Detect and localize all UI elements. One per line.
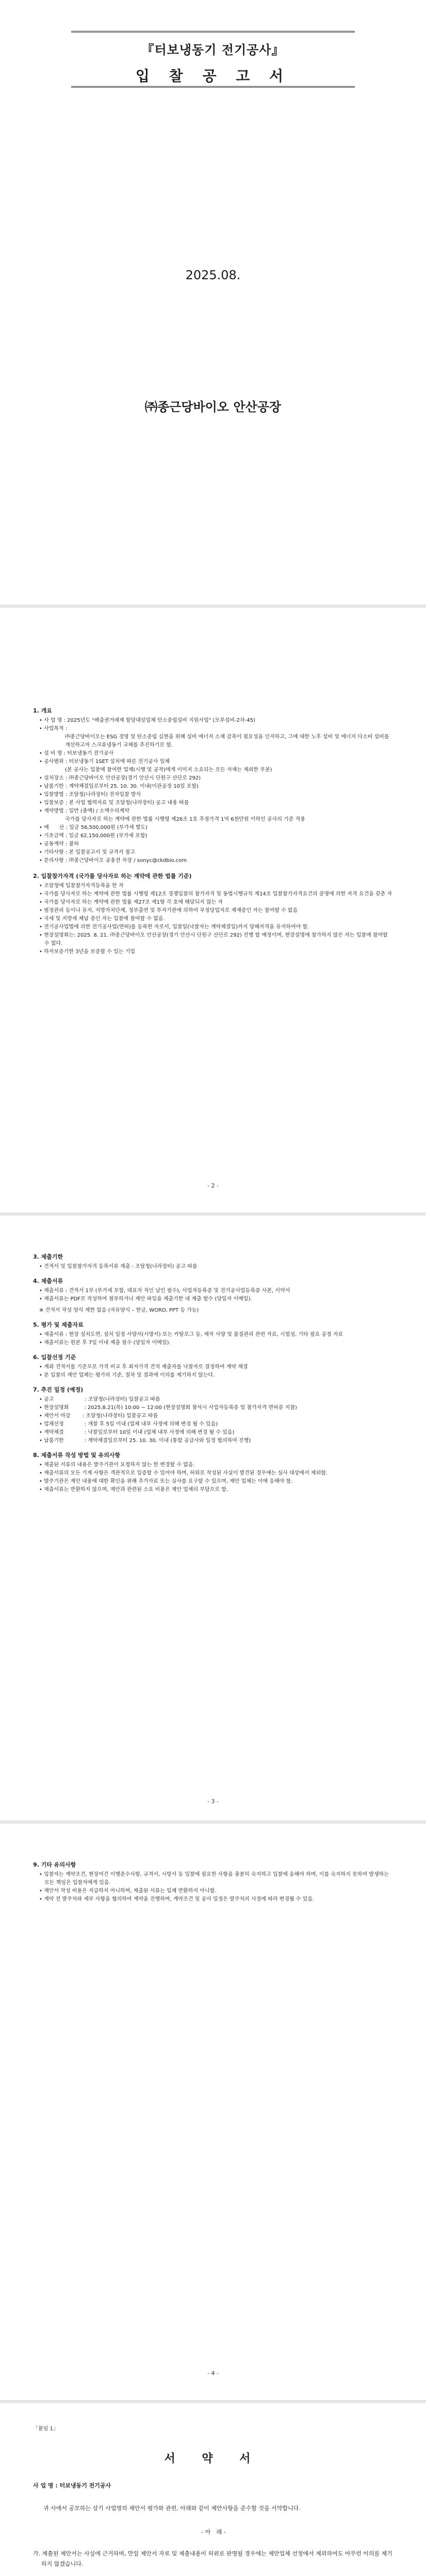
list-item: • 납품기한 : 계약체결일로부터 25. 10. 30. 이내(이관공정 10일 포함) — [39, 784, 199, 789]
list-item: • 사 업 명 : 2025년도 "배출권거래제 할당대상업체 탄소중립설비 지원사업" (모루설비-2차-45) — [39, 718, 255, 723]
page-2-content — [33, 701, 394, 956]
list-item: • 제안서 마감 : 조달청(나라장터) 입찰공고 따름 — [39, 1413, 158, 1419]
list-item: • 설치장소 : ㈜종근당바이오 안산공장(경기 안산시 단원구 산단로 292) — [39, 775, 201, 781]
list-item: • 문의사항 : ㈜종근당바이오 공용전 차장 / sonyc@ckdbio.com — [39, 858, 187, 863]
list-item: • 제출서류는 원본 후 7일 이내 제출 필수 (당일자 이메일). — [39, 1340, 171, 1346]
list-item: • 제출서류의 모든 기재 사항은 객관적으로 입증할 수 있어야 하며, 허위로 작성된 사실이 발견된 경우에는 심사 대상에서 제외함. — [39, 1470, 327, 1476]
cover-date: 2025.08. — [185, 268, 241, 282]
list-item: • 공사범위 : 터보냉동기 1SET 설치에 따른 전기공사 일체 — [39, 759, 170, 765]
list-item: • 본 입찰의 제안 업체는 평가의 기준, 절차 및 결과에 이의를 제기하지 않는다. — [39, 1372, 215, 1378]
attachment-label: 「붙임 1」 — [33, 2426, 58, 2432]
cover-title-box — [71, 31, 355, 88]
note-text: ※ 견적서 작성 양식 제한 없음 (자유양식 – 한글, WORD, PPT 등 가능) — [39, 1308, 199, 1313]
section-heading: 3. 제출기한 — [33, 1253, 63, 1260]
list-item: • 제출서류 : 견적서 1부 (부가세 포함, 대표자 직인 날인 필수), 사업자등록증 및 전기공사업등록증 사본, 서약서 — [39, 1288, 290, 1294]
list-item: (본 공사는 입찰에 참여한 업체(시행 및 공작)에게 이미지 소요되는 모든 자재는 제외한 부분) — [65, 767, 272, 773]
page-3 — [0, 1216, 426, 1821]
list-item: • 입찰방법 : 조달청(나라장터) 전자입찰 방식 — [39, 792, 141, 798]
list-item: • 현장설명회 : 2025.8.21(목) 10:00 ~ 12:00 (현장설명회 참석시 사업자등록증 및 참가자격 면허증 지참) — [39, 1405, 297, 1411]
list-item: • 계약방법 : 일반 (총액) / 소액수의계약 — [39, 808, 129, 814]
list-item: • 제출서류 : 현장 설치도면, 설치 일정 사양서(시방서) 또는 카탈로그 등, 제작 사양 및 품질관리 관련 자료, 시험성, 기타 필요 공정 자료 — [39, 1332, 343, 1337]
section-evaluation — [33, 1321, 394, 1347]
list-item: • 전기공사업법에 의한 전기공사업(면허)를 등록한 자로서, 입찰일(낙찰자는 계약체결일)까지 당해자격을 유지하여야 함. — [39, 924, 309, 930]
section-deadline — [33, 1253, 394, 1271]
cover-page — [0, 0, 426, 605]
section-heading: 8. 제출서류 작성 방법 및 유의사항 — [33, 1452, 121, 1459]
section-schedule — [33, 1386, 394, 1445]
list-item: • 기초금액 : 일금 62,150,000원 (부가세 포함) — [39, 833, 148, 839]
page-3-content — [33, 1247, 394, 1494]
list-item: • 국세 및 지방세 체납 중인 자는 입찰에 참여할 수 없음. — [39, 916, 165, 922]
section-documents — [33, 1277, 394, 1315]
section-heading: 4. 제출서류 — [33, 1278, 63, 1284]
oath-project-line: 사 업 명 : 터보냉동기 전기공사 — [33, 2482, 111, 2489]
list-item: • 납품기한 : 계약체결일로부터 25. 10. 30. 이내 (통합 공급사와 일정 협의하여 진행) — [39, 1438, 251, 1444]
section-selection — [33, 1353, 394, 1380]
list-item: • 공고 : 조달청(나라장터) 입찰공고 따름 — [39, 1397, 160, 1402]
oath-intro: 귀 사에서 공모하는 상기 사업명의 제안서 평가와 관련, 아래와 같이 제안사항을 준수할 것을 서약합니다. — [43, 2505, 301, 2512]
list-item: • 제출서류는 PDF로 작성하여 첨부하거나 제안 파일을 제출기한 내 제출 할수 (당일자 이메일). — [39, 1296, 252, 1302]
section-heading: 1. 개요 — [33, 707, 52, 714]
oath-title: 서 약 서 — [164, 2452, 262, 2465]
list-item: • 제출서류는 반환하지 않으며, 제안과 관련된 소요 비용은 제안 업체의 부담으로 함. — [39, 1487, 228, 1493]
page-number: - 4 - — [207, 2370, 219, 2377]
list-item: • 기타사항 : 본 입찰공고서 및 규격서 참고 — [39, 850, 136, 855]
section-heading: 9. 기타 유의사항 — [33, 1861, 76, 1868]
oath-below-heading: - 아 래 - — [201, 2529, 226, 2535]
cover-organization: ㈜종근당바이오 안산공장 — [144, 400, 282, 414]
cover-title: 『터보냉동기 전기공사』 — [141, 43, 285, 57]
section-heading: 6. 입찰선정 기준 — [33, 1354, 76, 1361]
oath-page — [0, 2403, 426, 2576]
list-item: • 계약체결 : 낙찰일로부터 10일 이내 (업체 내부 사정에 의해 변경 될 수 있음) — [39, 1430, 235, 1435]
section-other-notes — [33, 1861, 394, 1904]
list-item: • 하자보증기한 3년을 보증할 수 있는 기업 — [39, 949, 135, 955]
list-item: • 제안서 작성 비용은 지급하지 아니하며, 제출된 서류는 일체 반환하지 아니함. — [39, 1888, 217, 1894]
list-item: • 입찰자는 계약조건, 현장여건 이행준수사항, 규격서, 시방서 등 입찰에 필요한 사항을 충분히 숙지하고 입찰에 응해야 하며, 이를 숙지하지 못하여 발생하는 모든 책임은 입찰자에게 있음. — [39, 1872, 389, 1886]
list-item: • 공동계약 : 불허 — [39, 841, 79, 847]
list-item: • 범정관리 등이나 유지, 지방자치단체, 정부출연 및 투자기관에 의하여 부정당업자로 제재중인 자는 참여할 수 없음 — [39, 908, 298, 913]
list-item: • 국가를 당사자로 하는 계약에 관한 법률 시행령 제12조 경쟁입찰의 참가자격 및 동법시행규칙 제14조 입찰참가자격요건의 증명에 의한 자격 요건을 갖춘 자 — [39, 891, 392, 897]
list-item: • 설 비 명 : 터보냉동기 전기공사 — [39, 751, 114, 756]
page-4 — [0, 1824, 426, 2401]
list-item: • 입찰보증 : 본 사업 협력자료 및 조달청(나라장터) 공고 내용 따름 — [39, 800, 189, 806]
page-number: - 2 - — [207, 1182, 219, 1189]
page-2 — [0, 608, 426, 1213]
oath-body — [33, 2481, 394, 2576]
list-item: • 발주기관은 제안 내용에 대한 확인을 위해 추가자료 또는 실사를 요구할 수 있으며, 제안 업체는 이에 응해야 함. — [39, 1479, 293, 1484]
section-overview — [33, 707, 394, 865]
cover-subtitle: 입 찰 공 고 서 — [135, 67, 291, 84]
list-item: • 견적서 및 입찰참가자격 등록서류 제출 : 조달청(나라장터) 공고 따름 — [39, 1264, 198, 1269]
list-item: • 국가를 당사자로 하는 계약에 관한 법률 제27조 제1항 각 호에 해당되지 않는 자 — [39, 900, 223, 905]
section-eligibility — [33, 872, 394, 956]
page-number: - 3 - — [207, 1798, 219, 1805]
section-writing-guide — [33, 1451, 394, 1494]
list-item: • 계좌 견적서를 기준으로 가격 비교 후 최저가격 견적 제출자를 낙찰자로 결정하여 계약 체결 — [39, 1364, 248, 1370]
oath-clause: 가. 제출된 제안서는 사실에 근거하며, 만일 제안서 자료 및 제출내용이 허위로 판명될 경우에는 제안업체 선정에서 제외하여도 아무런 이의를 제기하지 않겠습니다. — [33, 2550, 392, 2567]
list-item: • 예 산 : 일금 56,500,000원 (부가세 별도) — [39, 825, 148, 831]
list-item: • 사업목적 : — [39, 726, 68, 732]
list-item: • 계약 전 발주처와 세부 사항을 협의하여 계약을 진행하며, 계약조건 및 공사 일정은 발주처의 사정에 따라 변경될 수 있음. — [39, 1896, 315, 1902]
section-heading: 2. 입찰참가자격 (국가를 당사자로 하는 계약에 관한 법률 기준) — [33, 873, 192, 879]
list-item: • 조달청에 입찰참가자격등록을 한 자 — [39, 883, 124, 889]
section-heading: 7. 추진 일정 (예정) — [33, 1386, 84, 1393]
list-item: • 현장설명회는: 2025. 8. 21. ㈜종근당바이오 안산공장(경기 안산시 단원구 산단로 292) 진행 할 예정이며, 현장설명에 참가하지 않은 자는 입찰에 참여할 수 없다. — [39, 933, 388, 946]
section-heading: 5. 평가 및 제출자료 — [33, 1321, 84, 1328]
list-item: ㈜종근당바이오는 ESG 경영 및 탄소중립 실현을 위해 설비 에너지 소재 감축이 필요성을 인지하고, 그에 대한 노후 설비 및 에너지 다소비 설비를 개선하고자 스크류냉동기 교체를 추진하기로 함. — [65, 734, 389, 748]
page-4-content — [33, 1855, 394, 1904]
list-item: • 제출된 서류의 내용은 발주기관이 요청하지 않는 한 변경할 수 없음. — [39, 1462, 195, 1468]
list-item: • 업체선정 : 개찰 후 5일 이내 (업체 내부 사정에 의해 변경 될 수 있음) — [39, 1421, 218, 1427]
list-item: 국가를 당사자로 하는 계약에 관한 법률 시행령 제26조 1호 추정가격 1억 6천만원 이하인 공사의 기준 적용 — [65, 817, 305, 822]
